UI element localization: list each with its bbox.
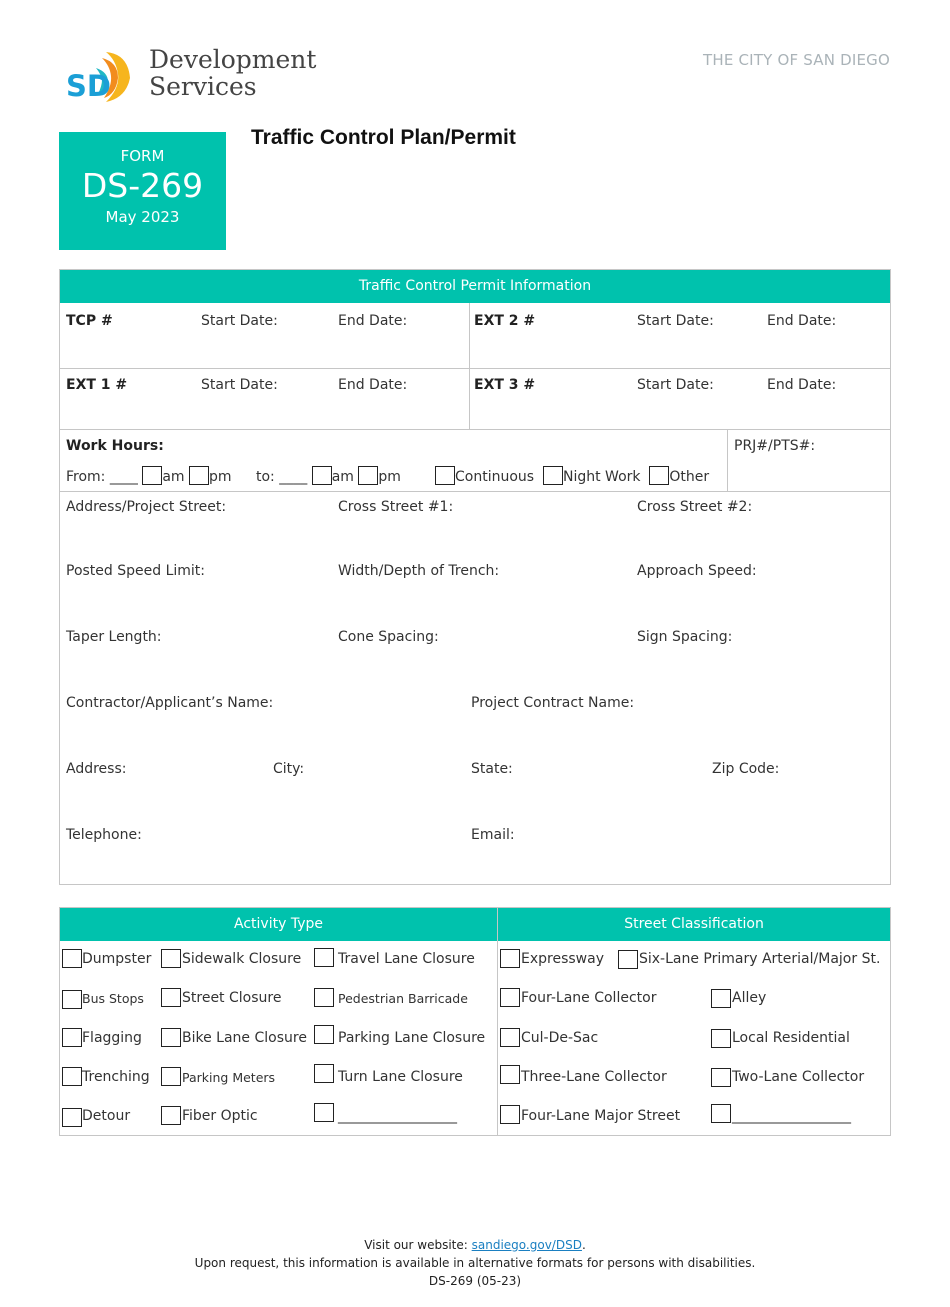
sd-logo-icon [66, 48, 136, 104]
ext2-end-date[interactable]: End Date: [767, 313, 837, 329]
four-lane-collector-label: Four-Lane Collector [521, 990, 657, 1006]
classification-section [59, 907, 891, 1136]
bike-lane-closure-label: Bike Lane Closure [182, 1030, 307, 1046]
two-lane-collector-checkbox[interactable] [711, 1068, 731, 1087]
city-field[interactable]: City: [273, 761, 305, 777]
from-pm-checkbox[interactable] [189, 466, 209, 485]
pedestrian-barricade-checkbox[interactable] [314, 988, 334, 1007]
tcp-end-date[interactable]: End Date: [338, 313, 408, 329]
address-field[interactable]: Address: [66, 761, 127, 777]
four-lane-major-street-label: Four-Lane Major Street [521, 1108, 681, 1124]
expressway-checkbox[interactable] [500, 949, 520, 968]
work-hours-to [256, 466, 401, 485]
dumpster-label: Dumpster [82, 951, 152, 967]
dumpster-checkbox[interactable] [62, 949, 82, 968]
trenching-checkbox[interactable] [62, 1067, 82, 1086]
continuous-label: Continuous [455, 469, 535, 485]
form-badge [59, 132, 226, 250]
activity-other-checkbox[interactable] [314, 1103, 334, 1122]
form-number: DS-269 [81, 166, 204, 205]
telephone-field[interactable]: Telephone: [66, 827, 142, 843]
to-am-label: am [331, 469, 354, 485]
expressway-label: Expressway [521, 951, 604, 967]
travel-lane-closure-checkbox[interactable] [314, 948, 334, 967]
sidewalk-closure-checkbox[interactable] [161, 949, 181, 968]
work-hours-label: Work Hours: [66, 438, 164, 454]
ext3-start-date[interactable]: Start Date: [637, 377, 714, 393]
from-pm-label: pm [208, 469, 232, 485]
trenching-label: Trenching [82, 1069, 150, 1085]
turn-lane-closure-label: Turn Lane Closure [338, 1069, 463, 1085]
work-hours-line [66, 466, 232, 485]
alley-label: Alley [732, 990, 767, 1006]
continuous-checkbox[interactable] [435, 466, 455, 485]
posted-speed-limit[interactable]: Posted Speed Limit: [66, 563, 206, 579]
other-label: Other [669, 469, 710, 485]
state-field[interactable]: State: [471, 761, 513, 777]
street-classification-heading: Street Classification [498, 908, 890, 941]
alley-checkbox[interactable] [711, 989, 731, 1008]
ext3-label: EXT 3 # [474, 377, 536, 393]
travel-lane-closure-label: Travel Lane Closure [338, 951, 475, 967]
to-label[interactable]: to: ____ [256, 469, 308, 485]
four-lane-major-street-checkbox[interactable] [500, 1105, 520, 1124]
ext1-end-date[interactable]: End Date: [338, 377, 408, 393]
to-pm-checkbox[interactable] [358, 466, 378, 485]
four-lane-collector-checkbox[interactable] [500, 988, 520, 1007]
six-lane-arterial-label: Six-Lane Primary Arterial/Major St. [639, 951, 881, 967]
footer-accessibility: Upon request, this information is available in alternative formats for persons with disabilities. [194, 1256, 756, 1270]
activity-type-heading: Activity Type [60, 908, 497, 941]
schedule-options [435, 466, 709, 485]
logo-mark-text: SD [66, 69, 111, 103]
to-am-checkbox[interactable] [312, 466, 332, 485]
flagging-label: Flagging [82, 1030, 142, 1046]
ext1-start-date[interactable]: Start Date: [201, 377, 278, 393]
fiber-optic-checkbox[interactable] [161, 1106, 181, 1125]
form-date: May 2023 [105, 208, 180, 226]
trench-width-depth[interactable]: Width/Depth of Trench: [338, 563, 500, 579]
bike-lane-closure-checkbox[interactable] [161, 1028, 181, 1047]
detour-checkbox[interactable] [62, 1108, 82, 1127]
night-work-label: Night Work [562, 469, 641, 485]
local-residential-checkbox[interactable] [711, 1029, 731, 1048]
tcp-start-date[interactable]: Start Date: [201, 313, 278, 329]
tcp-label: TCP # [66, 313, 113, 329]
cul-de-sac-checkbox[interactable] [500, 1028, 520, 1047]
ext2-label: EXT 2 # [474, 313, 536, 329]
bus-stops-label: Bus Stops [82, 991, 144, 1006]
footer-form-code: DS-269 (05-23) [428, 1274, 522, 1288]
footer [0, 1236, 950, 1290]
three-lane-collector-label: Three-Lane Collector [521, 1069, 667, 1085]
night-work-checkbox[interactable] [543, 466, 563, 485]
from-label[interactable]: From: ____ [66, 469, 138, 485]
parking-lane-closure-label: Parking Lane Closure [338, 1030, 486, 1046]
city-name: THE CITY OF SAN DIEGO [702, 51, 890, 69]
permit-info-section [59, 269, 891, 885]
footer-period: . [581, 1238, 586, 1252]
parking-lane-closure-checkbox[interactable] [314, 1025, 334, 1044]
pedestrian-barricade-label: Pedestrian Barricade [338, 991, 468, 1006]
taper-length[interactable]: Taper Length: [66, 629, 162, 645]
local-residential-label: Local Residential [732, 1030, 850, 1046]
cross-street-1[interactable]: Cross Street #1: [338, 499, 454, 515]
prj-pts-label[interactable]: PRJ#/PTS#: [734, 438, 816, 454]
dsd-logo [66, 46, 326, 106]
address-project-street[interactable]: Address/Project Street: [66, 499, 227, 515]
fiber-optic-label: Fiber Optic [182, 1108, 258, 1124]
parking-meters-checkbox[interactable] [161, 1067, 181, 1086]
logo-line-2: Services [149, 72, 257, 101]
from-am-checkbox[interactable] [142, 466, 162, 485]
flagging-checkbox[interactable] [62, 1028, 82, 1047]
project-contract-name[interactable]: Project Contract Name: [471, 695, 635, 711]
logo-text [149, 46, 316, 100]
cone-spacing[interactable]: Cone Spacing: [338, 629, 439, 645]
permit-info-heading: Traffic Control Permit Information [60, 270, 890, 303]
footer-visit-text: Visit our website: [364, 1238, 472, 1252]
other-checkbox[interactable] [649, 466, 669, 485]
street-other-checkbox[interactable] [711, 1104, 731, 1123]
detour-label: Detour [82, 1108, 131, 1124]
from-am-label: am [162, 469, 185, 485]
turn-lane-closure-checkbox[interactable] [314, 1064, 334, 1083]
to-pm-label: pm [378, 469, 401, 485]
bus-stops-checkbox[interactable] [62, 990, 82, 1009]
six-lane-arterial-checkbox[interactable] [618, 950, 638, 969]
three-lane-collector-checkbox[interactable] [500, 1065, 520, 1084]
two-lane-collector-label: Two-Lane Collector [732, 1069, 865, 1085]
sidewalk-closure-label: Sidewalk Closure [182, 951, 302, 967]
street-closure-label: Street Closure [182, 990, 282, 1006]
cross-street-2[interactable]: Cross Street #2: [637, 499, 753, 515]
footer-visit-line [0, 1236, 950, 1254]
street-other-blank[interactable]: _________________ [732, 1108, 851, 1124]
sign-spacing[interactable]: Sign Spacing: [637, 629, 733, 645]
ext2-start-date[interactable]: Start Date: [637, 313, 714, 329]
street-closure-checkbox[interactable] [161, 988, 181, 1007]
parking-meters-label: Parking Meters [182, 1070, 276, 1085]
logo-line-1: Development [149, 45, 317, 74]
ext3-end-date[interactable]: End Date: [767, 377, 837, 393]
cul-de-sac-label: Cul-De-Sac [521, 1030, 599, 1046]
activity-other-blank[interactable]: _________________ [338, 1108, 457, 1124]
form-label: FORM [120, 147, 165, 165]
website-link[interactable]: sandiego.gov/DSD [471, 1238, 582, 1252]
ext1-label: EXT 1 # [66, 377, 128, 393]
zip-field[interactable]: Zip Code: [712, 761, 780, 777]
contractor-name[interactable]: Contractor/Applicant’s Name: [66, 695, 274, 711]
page-title: Traffic Control Plan/Permit [251, 126, 516, 149]
approach-speed[interactable]: Approach Speed: [637, 563, 757, 579]
email-field[interactable]: Email: [471, 827, 515, 843]
